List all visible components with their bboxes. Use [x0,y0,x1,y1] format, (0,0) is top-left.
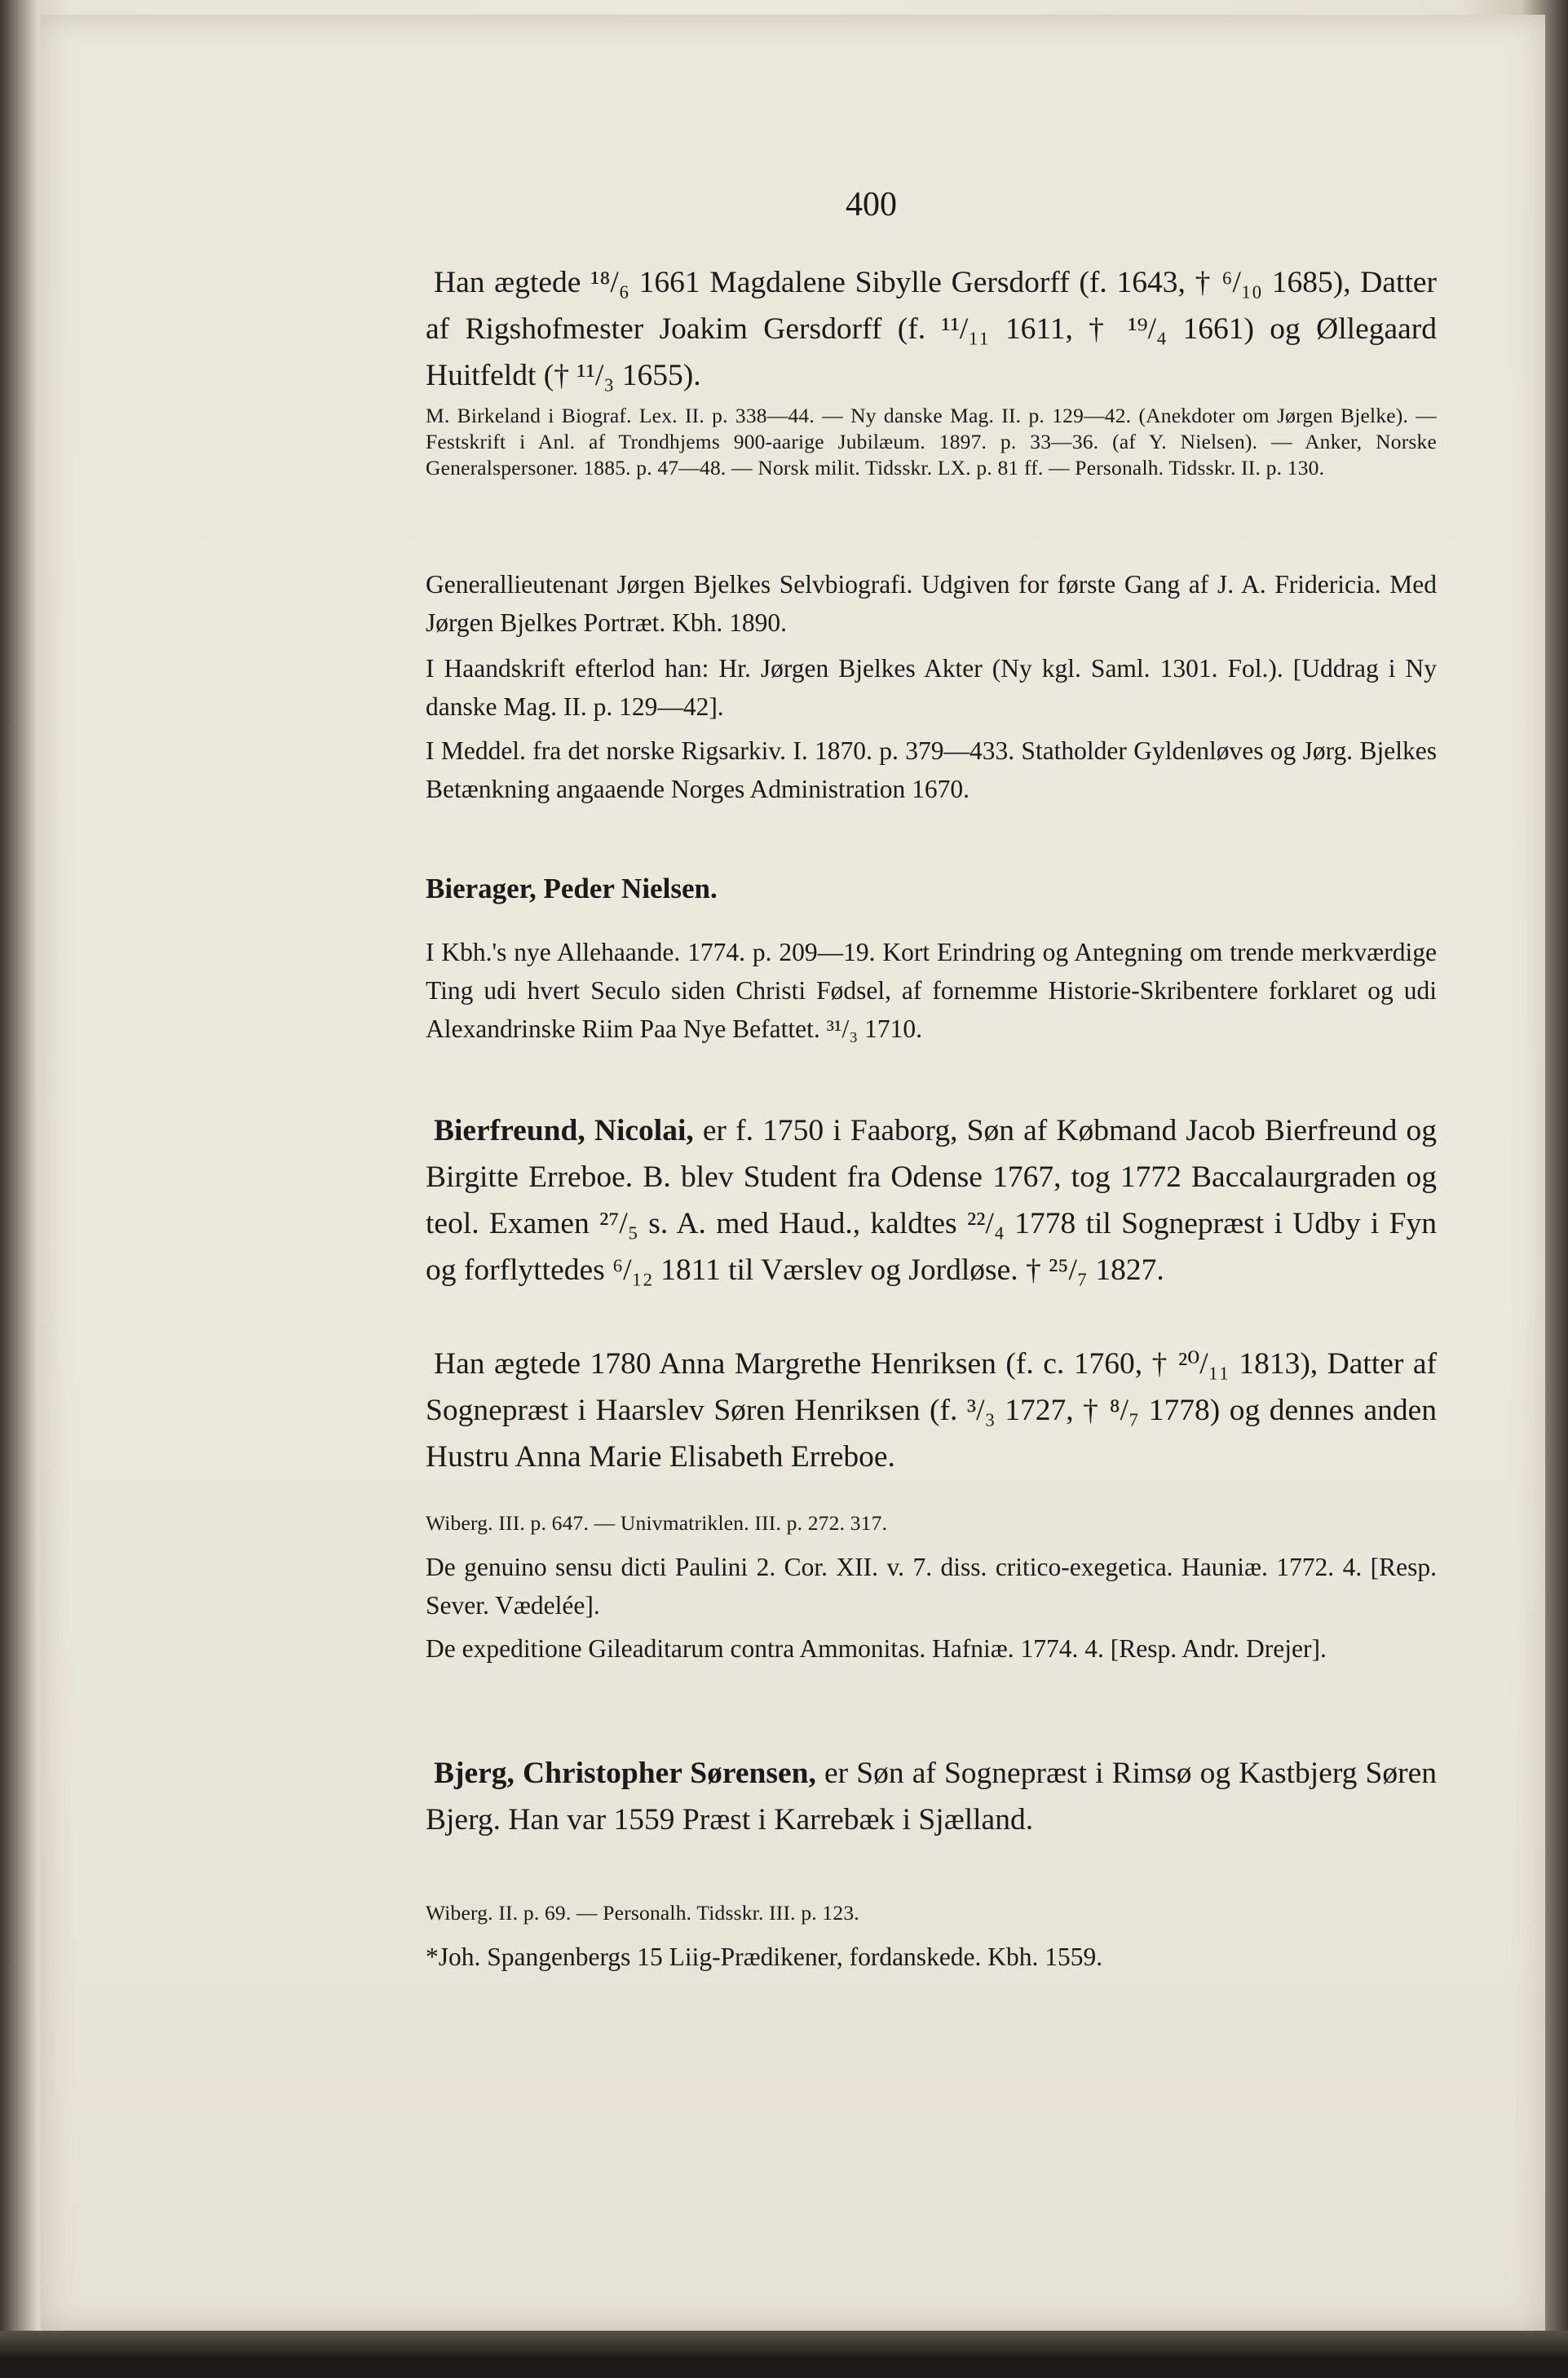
scan-edge [0,2331,1568,2378]
work-allehaande: I Kbh.'s nye Allehaande. 1774. p. 209—19. Kort Erindring og Antegning om trende merkværdige Ting udi hvert Seculo siden Christi Fødsel, af fornemme Historie-Skribentere forklaret og udi Alexandrinske Riim Paa Nye Befattet. ³¹/₃ 1710. [426,938,1437,1043]
entry-heading-bjerg: Bjerg, Christopher Sørensen, [434,1757,816,1790]
work-de-expeditione: De expeditione Gileaditarum contra Ammonitas. Hafniæ. 1774. 4. [Resp. Andr. Drejer]. [426,1634,1327,1663]
work-selvbiografi: Generallieutenant Jørgen Bjelkes Selvbiografi. Udgiven for første Gang af J. A. Fridericia. Med Jørgen Bjelkes Portræt. Kbh. 1890. [426,570,1437,637]
marriage-paragraph-bierfreund: Han ægtede 1780 Anna Margrethe Henriksen (f. c. 1760, † ²⁰/₁₁ 1813), Datter af Sognepræst i Haarslev Søren Henriksen (f. ³/₃ 1727, † ⁸/₇ 1778) og dennes anden Hustru Anna Marie Elisabeth Erreboe. [426,1347,1437,1474]
entry-bjerg-text: er Søn af Sognepræst i Rimsø og Kastbjerg Søren Bjerg. Han var 1559 Præst i Karrebæk i Sjælland. [426,1757,1438,1837]
work-de-genuino: De genuino sensu dicti Paulini 2. Cor. XII. v. 7. diss. critico-exegetica. Hauniæ. 1772. 4. [Resp. Sever. Vædelée]. [426,1553,1437,1620]
references-bjelke: M. Birkeland i Biograf. Lex. II. p. 338—44. — Ny danske Mag. II. p. 129—42. (Anekdoter om Jørgen Bjelke). — Festskrift i Anl. af Trondhjems 900-aarige Jubilæum. 1897. p. 33—36. (af Y. Nielsen). — Anker, Norske Generalspersoner. 1885. p. 47—48. — Norsk milit. Tidsskr. LX. p. 81 ff. — Personalh. Tidsskr. II. p. 130. [426,404,1437,480]
work-meddel: I Meddel. fra det norske Rigsarkiv. I. 1870. p. 379—433. Statholder Gyldenløves og Jørg. Bjelkes Betænkning angaaende Norges Administration 1670. [426,736,1437,803]
entry-bierfreund [426,1107,1437,1293]
entry-bierfreund-text: er f. 1750 i Faaborg, Søn af Købmand Jacob Bierfreund og Birgitte Erreboe. B. blev Student fra Odense 1767, tog 1772 Baccalaurgraden og teol. Examen ²⁷/₅ s. A. med Haud., kaldtes ²²/₄ 1778 til Sognepræst i Udby i Fyn og forflyttedes ⁶/₁₂ 1811 til Værslev og Jordløse. † ²⁵/₇ 1827. [426,1114,1437,1287]
references-bjerg: Wiberg. II. p. 69. — Personalh. Tidsskr. III. p. 123. [426,1901,859,1925]
entry-bjerg [426,1750,1437,1843]
references-bierfreund: Wiberg. III. p. 647. — Univmatriklen. III. p. 272. 317. [426,1511,888,1535]
marriage-paragraph: Han ægtede ¹⁸/₆ 1661 Magdalene Sibylle Gersdorff (f. 1643, † ⁶/₁₀ 1685), Datter af Rigshofmester Joakim Gersdorff (f. ¹¹/₁₁ 1611, † ¹⁹/₄ 1661) og Øllegaard Huitfeldt († ¹¹/₃ 1655). [426,266,1437,392]
work-haandskrift: I Haandskrift efterlod han: Hr. Jørgen Bjelkes Akter (Ny kgl. Saml. 1301. Fol.). [Uddrag i Ny danske Mag. II. p. 129—42]. [426,654,1437,721]
entry-heading-bierfreund: Bierfreund, Nicolai, [434,1114,694,1147]
page-number: 400 [846,186,897,223]
entry-heading-bierager: Bierager, Peder Nielsen. [426,873,718,904]
work-liig-praedikener: *Joh. Spangenbergs 15 Liig-Prædikener, fordanskede. Kbh. 1559. [426,1943,1103,1971]
